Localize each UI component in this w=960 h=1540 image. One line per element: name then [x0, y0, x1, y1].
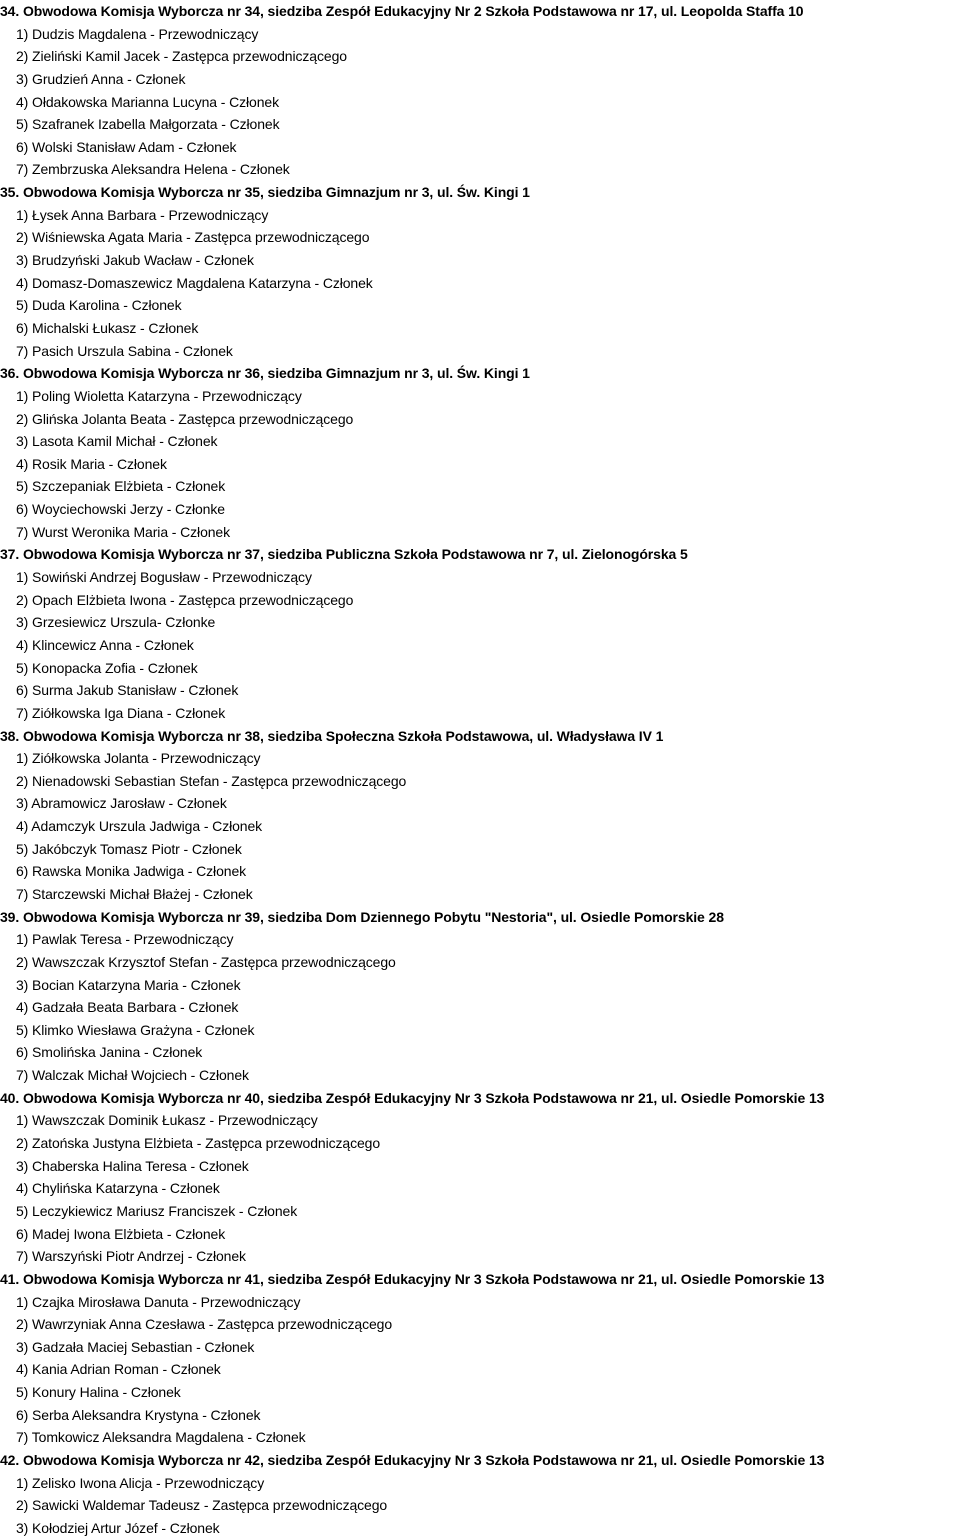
member-row: 3) Bocian Katarzyna Maria - Członek [16, 976, 241, 993]
member-row: 3) Gadzała Maciej Sebastian - Członek [16, 1338, 255, 1355]
commission-section [0, 1087, 960, 1268]
member-row: 1) Czajka Mirosława Danuta - Przewodniczący [16, 1293, 301, 1310]
member-row: 5) Konury Halina - Członek [16, 1384, 181, 1401]
member-row: 5) Klimko Wiesława Grażyna - Członek [16, 1021, 255, 1038]
member-row: 7) Pasich Urszula Sabina - Członek [16, 342, 233, 359]
member-row: 1) Wawszczak Dominik Łukasz - Przewodniczący [16, 1112, 318, 1129]
member-row: 3) Chaberska Halina Teresa - Członek [16, 1157, 249, 1174]
member-row: 2) Sawicki Waldemar Tadeusz - Zastępca przewodniczącego [16, 1497, 388, 1514]
member-row: 7) Tomkowicz Aleksandra Magdalena - Członek [16, 1429, 306, 1446]
commission-heading: 40. Obwodowa Komisja Wyborcza nr 40, siedziba Zespół Edukacyjny Nr 3 Szkoła Podstawowa nr 21, ul. Osiedle Pomorskie 13 [0, 1089, 825, 1106]
member-row: 4) Rosik Maria - Członek [16, 455, 167, 472]
member-row: 4) Kania Adrian Roman - Członek [16, 1361, 221, 1378]
member-row: 1) Poling Wioletta Katarzyna - Przewodniczący [16, 387, 302, 404]
member-row: 1) Zelisko Iwona Alicja - Przewodniczący [16, 1474, 265, 1491]
member-row: 6) Smolińska Janina - Członek [16, 1044, 203, 1061]
member-row: 4) Chylińska Katarzyna - Członek [16, 1180, 220, 1197]
commission-heading: 38. Obwodowa Komisja Wyborcza nr 38, siedziba Społeczna Szkoła Podstawowa, ul. Władysława IV 1 [0, 727, 664, 744]
commission-section [0, 362, 960, 543]
commission-section [0, 543, 960, 724]
member-row: 3) Grudzień Anna - Członek [16, 70, 186, 87]
commission-heading: 35. Obwodowa Komisja Wyborcza nr 35, siedziba Gimnazjum nr 3, ul. Św. Kingi 1 [0, 184, 530, 201]
member-row: 7) Starczewski Michał Błażej - Członek [16, 885, 253, 902]
member-row: 2) Wawszczak Krzysztof Stefan - Zastępca przewodniczącego [16, 953, 396, 970]
commission-section [0, 0, 960, 181]
commission-heading: 42. Obwodowa Komisja Wyborcza nr 42, siedziba Zespół Edukacyjny Nr 3 Szkoła Podstawowa nr 21, ul. Osiedle Pomorskie 13 [0, 1452, 825, 1468]
member-row: 1) Dudzis Magdalena - Przewodniczący [16, 25, 259, 42]
member-row: 6) Woyciechowski Jerzy - Członke [16, 501, 225, 518]
member-row: 7) Zembrzuska Aleksandra Helena - Członek [16, 161, 290, 178]
member-row: 3) Brudzyński Jakub Wacław - Członek [16, 252, 254, 269]
member-row: 4) Adamczyk Urszula Jadwiga - Członek [16, 818, 263, 835]
member-row: 5) Jakóbczyk Tomasz Piotr - Członek [16, 840, 242, 857]
member-row: 2) Zatońska Justyna Elżbieta - Zastępca przewodniczącego [16, 1135, 381, 1152]
member-row: 1) Łysek Anna Barbara - Przewodniczący [16, 206, 269, 223]
member-row: 4) Gadzała Beata Barbara - Członek [16, 999, 239, 1016]
member-row: 6) Madej Iwona Elżbieta - Członek [16, 1225, 226, 1242]
member-row: 1) Ziółkowska Jolanta - Przewodniczący [16, 750, 261, 767]
commission-section [0, 725, 960, 906]
member-row: 5) Szafranek Izabella Małgorzata - Członek [16, 116, 280, 133]
commission-heading: 37. Obwodowa Komisja Wyborcza nr 37, siedziba Publiczna Szkoła Podstawowa nr 7, ul. Zielonogórska 5 [0, 546, 688, 563]
member-row: 7) Wurst Weronika Maria - Członek [16, 523, 231, 540]
member-row: 1) Sowiński Andrzej Bogusław - Przewodniczący [16, 569, 312, 586]
commission-heading: 41. Obwodowa Komisja Wyborcza nr 41, siedziba Zespół Edukacyjny Nr 3 Szkoła Podstawowa nr 21, ul. Osiedle Pomorskie 13 [0, 1270, 825, 1287]
member-row: 5) Szczepaniak Elżbieta - Członek [16, 478, 226, 495]
member-row: 2) Zieliński Kamil Jacek - Zastępca przewodniczącego [16, 48, 347, 65]
commission-heading: 39. Obwodowa Komisja Wyborcza nr 39, siedziba Dom Dziennego Pobytu "Nestoria", ul. Osiedle Pomorskie 28 [0, 908, 724, 925]
member-row: 3) Grzesiewicz Urszula- Członke [16, 614, 216, 631]
commission-section [0, 1449, 960, 1540]
member-row: 6) Serba Aleksandra Krystyna - Członek [16, 1406, 261, 1423]
member-row: 5) Leczykiewicz Mariusz Franciszek - Członek [16, 1202, 298, 1219]
member-row: 4) Klincewicz Anna - Członek [16, 636, 194, 653]
member-row: 5) Konopacka Zofia - Członek [16, 659, 198, 676]
member-row: 6) Michalski Łukasz - Członek [16, 319, 199, 336]
member-row: 6) Surma Jakub Stanisław - Członek [16, 682, 239, 699]
commission-section [0, 906, 960, 1087]
member-row: 7) Warszyński Piotr Andrzej - Członek [16, 1248, 246, 1265]
member-row: 4) Ołdakowska Marianna Lucyna - Członek [16, 93, 280, 110]
member-row: 4) Domasz-Domaszewicz Magdalena Katarzyna - Członek [16, 274, 373, 291]
member-row: 2) Opach Elżbieta Iwona - Zastępca przewodniczącego [16, 591, 354, 608]
member-row: 2) Glińska Jolanta Beata - Zastępca przewodniczącego [16, 410, 354, 427]
member-row: 2) Wiśniewska Agata Maria - Zastępca przewodniczącego [16, 229, 370, 246]
member-row: 6) Wolski Stanisław Adam - Członek [16, 138, 237, 155]
commission-section [0, 181, 960, 362]
commission-section [0, 1268, 960, 1449]
member-row: 3) Abramowicz Jarosław - Członek [16, 795, 227, 812]
member-row: 6) Rawska Monika Jadwiga - Członek [16, 863, 247, 880]
member-row: 7) Ziółkowska Iga Diana - Członek [16, 704, 226, 721]
commission-heading: 36. Obwodowa Komisja Wyborcza nr 36, siedziba Gimnazjum nr 3, ul. Św. Kingi 1 [0, 365, 530, 382]
commission-heading: 34. Obwodowa Komisja Wyborcza nr 34, siedziba Zespół Edukacyjny Nr 2 Szkoła Podstawowa nr 17, ul. Leopolda Staffa 10 [0, 3, 804, 19]
member-row: 2) Nienadowski Sebastian Stefan - Zastępca przewodniczącego [16, 772, 407, 789]
member-row: 3) Lasota Kamil Michał - Członek [16, 433, 218, 450]
member-row: 5) Duda Karolina - Członek [16, 297, 182, 314]
member-row: 2) Wawrzyniak Anna Czesława - Zastępca przewodniczącego [16, 1316, 393, 1333]
member-row: 3) Kołodziej Artur Józef - Członek [16, 1519, 220, 1536]
member-row: 7) Walczak Michał Wojciech - Członek [16, 1067, 249, 1084]
member-row: 1) Pawlak Teresa - Przewodniczący [16, 931, 234, 948]
